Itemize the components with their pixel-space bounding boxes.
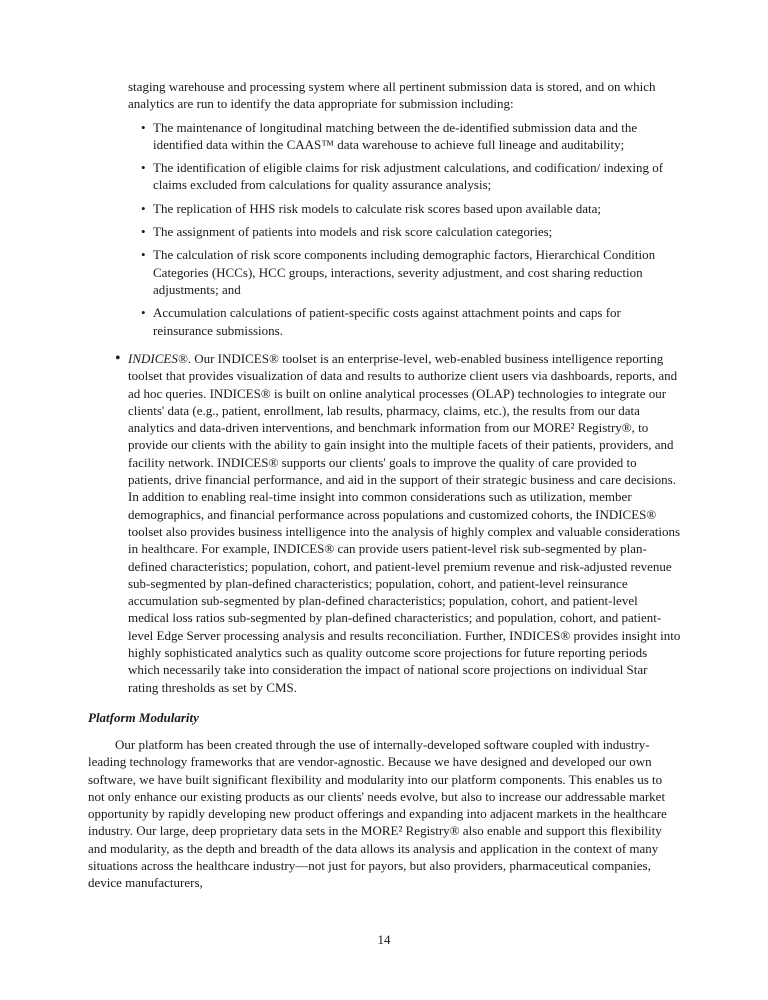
sub-bullet-item: • The maintenance of longitudinal matching between the de-identified submission data and the identified data within the CAAS™ data warehouse to achieve full lineage and auditability; — [128, 119, 676, 154]
indices-title: INDICES® — [128, 351, 188, 366]
bullet-marker: • — [115, 350, 121, 367]
indices-paragraph — [115, 350, 681, 696]
intro-paragraph: staging warehouse and processing system where all pertinent submission data is stored, and on which analytics are run to identify the data appropriate for submission including: — [128, 79, 656, 112]
sub-bullet-item: • The calculation of risk score components including demographic factors, Hierarchical Condition Categories (HCCs), HCC groups, interactions, severity adjustment, and cost sharing reduction adjustments; and — [128, 246, 676, 298]
sub-bullet-item: • The replication of HHS risk models to calculate risk scores based upon available data; — [128, 200, 676, 217]
indices-bullet — [115, 350, 681, 696]
sub-bullet-list — [128, 119, 676, 339]
sub-bullet-item: • The assignment of patients into models and risk score calculation categories; — [128, 223, 676, 240]
page-number: 14 — [377, 932, 391, 947]
section-heading: Platform Modularity — [88, 710, 199, 725]
intro-block — [128, 78, 676, 345]
indices-body: . Our INDICES® toolset is an enterprise-level, web-enabled business intelligence reporting toolset that provides visualization of data and results to authorize client users via dashboards, reports, and ad hoc queries. INDICES® is built on online analytical processes (OLAP) technologies to integrate our clients' data (e.g., patient, enrollment, lab results, pharmacy, claims, etc.), the results from our data analytics and data-driven interventions, and benchmark information from our MORE² Registry®, to provide our clients with the ability to gain insight into the multiple facets of their patients, providers, and facility network. INDICES® supports our clients' goals to improve the quality of care provided to patients, drive financial performance, and aid in the support of their strategic business and care decisions. In addition to enabling real-time insight into common considerations such as utilization, member demographics, and financial performance across populations and customized cohorts, the INDICES® toolset also provides business intelligence into the analysis of highly complex and valuable considerations in healthcare. For example, INDICES® can provide users patient-level risk sub-segmented by plan-defined characteristics; population, cohort, and patient-level premium revenue and risk-adjusted revenue sub-segmented by plan-defined characteristics; population, cohort, and patient-level reinsurance accumulation sub-segmented by plan-defined characteristics; population, cohort, and patient-level medical loss ratios sub-segmented by plan-defined characteristics; and population, cohort, and patient-level Edge Server processing analysis and results reconciliation. Further, INDICES® provides insight into highly sophisticated analytics such as quality outcome score projections for future reporting periods which necessarily take into consideration the impact of national score projections on individual Star rating thresholds as set by CMS. — [128, 351, 681, 695]
sub-bullet-item: • Accumulation calculations of patient-specific costs against attachment points and caps for reinsurance submissions. — [128, 304, 676, 339]
section-paragraph: Our platform has been created through the use of internally-developed software coupled with industry-leading technology frameworks that are vendor-agnostic. Because we have designed and developed our own software, we have built significant flexibility and modularity into our platform components. This enables us to not only enhance our existing products as our clients' needs evolve, but also to increase our addressable market opportunity by rapidly developing new product offerings and expanding into adjacent markets in the healthcare industry. Our large, deep proprietary data sets in the MORE² Registry® also enable and support this flexibility and modularity, as the depth and breadth of the data allows its analysis and application in the context of many situations across the healthcare industry—not just for payors, but also providers, pharmaceutical companies, device manufacturers, — [88, 737, 667, 891]
sub-bullet-item: • The identification of eligible claims for risk adjustment calculations, and codification/ indexing of claims excluded from calculations for quality assurance analysis; — [128, 159, 676, 194]
